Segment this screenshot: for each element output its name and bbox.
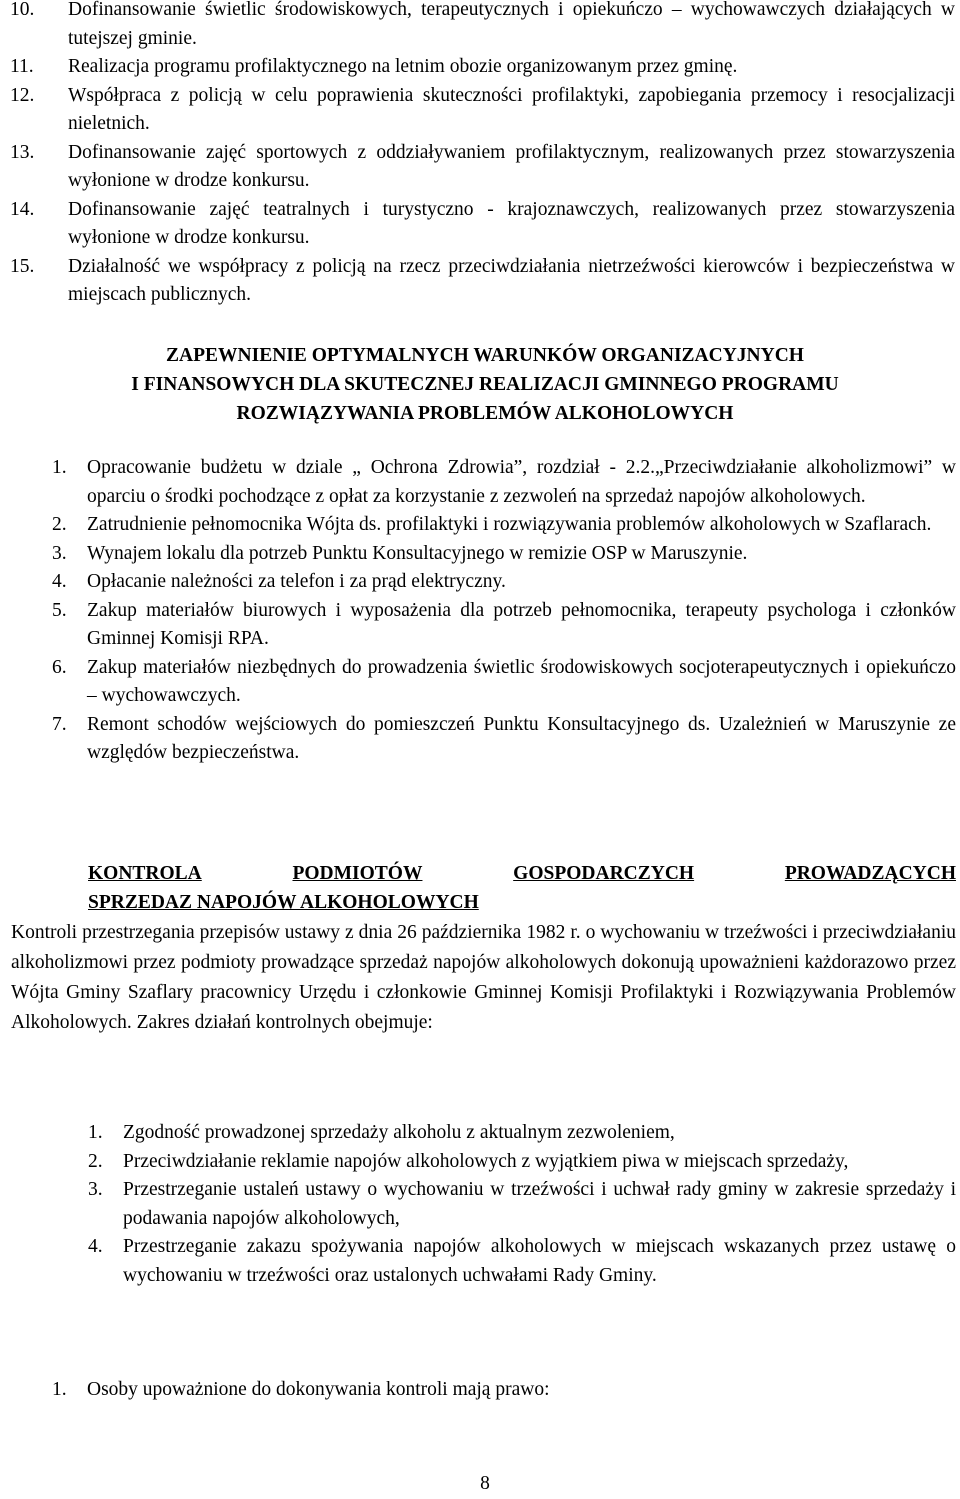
list-item-number: 3. <box>88 1179 103 1200</box>
conditions-list <box>52 454 956 768</box>
list-item-number: 7. <box>52 713 67 735</box>
list-item-text: Remont schodów wejściowych do pomieszczeń Punktu Konsultacyjnego ds. Uzależnień w Maruszynie ze względów bezpieczeństwa. <box>87 713 956 763</box>
list-item-text: Współpraca z policją w celu poprawienia skuteczności profilaktyki, zapobiegania przemocy i resocjalizacji nieletnich. <box>68 84 955 134</box>
list-item-text: Dofinansowanie zajęć teatralnych i turystyczno - krajoznawczych, realizowanych przez stowarzyszenia wyłonione w drodze konkursu. <box>68 198 955 248</box>
list-item-number: 4. <box>88 1236 103 1257</box>
list-item-text: Opłacanie należności za telefon i za prąd elektryczny. <box>87 571 506 592</box>
heading-line: I FINANSOWYCH DLA SKUTECZNEJ REALIZACJI GMINNEGO PROGRAMU <box>131 374 839 395</box>
list-item <box>88 1119 956 1148</box>
list-item <box>10 53 955 82</box>
heading-word: PODMIOTÓW <box>292 863 423 884</box>
list-item-number: 10. <box>10 0 35 20</box>
list-item <box>52 711 956 768</box>
section-heading-conditions <box>0 341 960 428</box>
heading-line <box>88 859 956 888</box>
list-item-text: Przeciwdziałanie reklamie napojów alkoholowych z wyjątkiem piwa w miejscach sprzedaży, <box>123 1150 849 1172</box>
list-item-text: Działalność we współpracy z policją na rzecz przeciwdziałania nietrzeźwości kierowców i bezpieczeństwa w miejscach publicznych. <box>68 255 955 305</box>
authorized-persons-list <box>52 1376 956 1405</box>
program-tasks-list <box>10 0 955 310</box>
list-item-number: 14. <box>10 198 35 220</box>
heading-word: PROWADZĄCYCH <box>784 863 956 884</box>
list-item-text: Realizacja programu profilaktycznego na letnim obozie organizowanym przez gminę. <box>68 56 738 77</box>
page-number: 8 <box>480 1473 490 1494</box>
list-item-number: 1. <box>52 1379 67 1400</box>
list-item <box>52 540 956 569</box>
list-item-number: 13. <box>10 141 35 163</box>
list-item <box>52 1376 956 1405</box>
list-item <box>10 196 955 253</box>
list-item <box>10 0 955 53</box>
list-item <box>52 568 956 597</box>
heading-word: GOSPODARCZYCH <box>513 863 695 884</box>
list-item-number: 1. <box>52 457 67 478</box>
list-item-text: Dofinansowanie zajęć sportowych z oddziaływaniem profilaktycznym, realizowanych przez stowarzyszenia wyłonione w drodze konkursu. <box>68 141 955 191</box>
heading-line: ROZWIĄZYWANIA PROBLEMÓW ALKOHOLOWYCH <box>236 403 734 424</box>
heading-line: SPRZEDAZ NAPOJÓW ALKOHOLOWYCH <box>88 892 479 913</box>
list-item <box>52 654 956 711</box>
section-heading-control <box>88 859 956 917</box>
list-item-text: Zakup materiałów niezbędnych do prowadzenia świetlic środowiskowych socjoterapeutycznych i opiekuńczo – wychowawczych. <box>87 656 956 706</box>
list-item <box>88 1233 956 1290</box>
list-item <box>52 454 956 511</box>
list-item-text: Zakup materiałów biurowych i wyposażenia dla potrzeb pełnomocnika, terapeuty psychologa i członków Gminnej Komisji RPA. <box>87 599 956 649</box>
control-intro-paragraph: Kontroli przestrzegania przepisów ustawy z dnia 26 października 1982 r. o wychowaniu w trzeźwości i przeciwdziałaniu alkoholizmowi przez podmioty prowadzące sprzedaż napojów alkoholowych dokonują upoważnieni każdorazowo przez Wójta Gminy Szaflary pracownicy Urzędu i członkowie Gminnej Komisji Profilaktyki i Rozwiązywania Problemów Alkoholowych. Zakres działań kontrolnych obejmuje: <box>11 922 956 1033</box>
list-item-text: Wynajem lokalu dla potrzeb Punktu Konsultacyjnego w remizie OSP w Maruszynie. <box>87 542 748 564</box>
list-item-number: 2. <box>88 1150 103 1172</box>
list-item <box>52 511 956 540</box>
list-item-number: 12. <box>10 84 35 106</box>
list-item-number: 1. <box>88 1122 103 1143</box>
list-item <box>10 139 955 196</box>
list-item-text: Przestrzeganie zakazu spożywania napojów alkoholowych w miejscach wskazanych przez ustawę o wychowaniu w trzeźwości oraz ustalonych uchwałami Rady Gminy. <box>123 1236 956 1286</box>
list-item <box>10 253 955 310</box>
list-item-text: Dofinansowanie świetlic środowiskowych, terapeutycznych i opiekuńczo – wychowawczych działających w tutejszej gminie. <box>68 0 955 49</box>
list-item-number: 4. <box>52 571 67 592</box>
list-item-text: Zatrudnienie pełnomocnika Wójta ds. profilaktyki i rozwiązywania problemów alkoholowych w Szaflarach. <box>87 514 932 535</box>
list-item-number: 3. <box>52 542 67 564</box>
list-item-text: Opracowanie budżetu w dziale „ Ochrona Zdrowia”, rozdział - 2.2.„Przeciwdziałanie alkoholizmowi” w oparciu o środki pochodzące z opłat za korzystanie z zezwoleń na sprzedaż napojów alkoholowych. <box>87 457 956 507</box>
list-item-number: 11. <box>10 56 34 77</box>
list-item-text: Osoby upoważnione do dokonywania kontroli mają prawo: <box>87 1379 550 1400</box>
list-item-number: 15. <box>10 255 35 277</box>
list-item <box>88 1176 956 1233</box>
control-scope-list <box>88 1119 956 1290</box>
list-item-number: 5. <box>52 599 67 621</box>
list-item-number: 6. <box>52 656 67 678</box>
list-item <box>88 1148 956 1177</box>
list-item-text: Przestrzeganie ustaleń ustawy o wychowaniu w trzeźwości i uchwał rady gminy w zakresie sprzedaży i podawania napojów alkoholowych, <box>123 1179 956 1229</box>
list-item-number: 2. <box>52 514 67 535</box>
heading-line: ZAPEWNIENIE OPTYMALNYCH WARUNKÓW ORGANIZACYJNYCH <box>166 345 804 366</box>
heading-word: KONTROLA <box>88 863 202 884</box>
list-item <box>10 82 955 139</box>
list-item <box>52 597 956 654</box>
list-item-text: Zgodność prowadzonej sprzedaży alkoholu z aktualnym zezwoleniem, <box>123 1122 675 1143</box>
